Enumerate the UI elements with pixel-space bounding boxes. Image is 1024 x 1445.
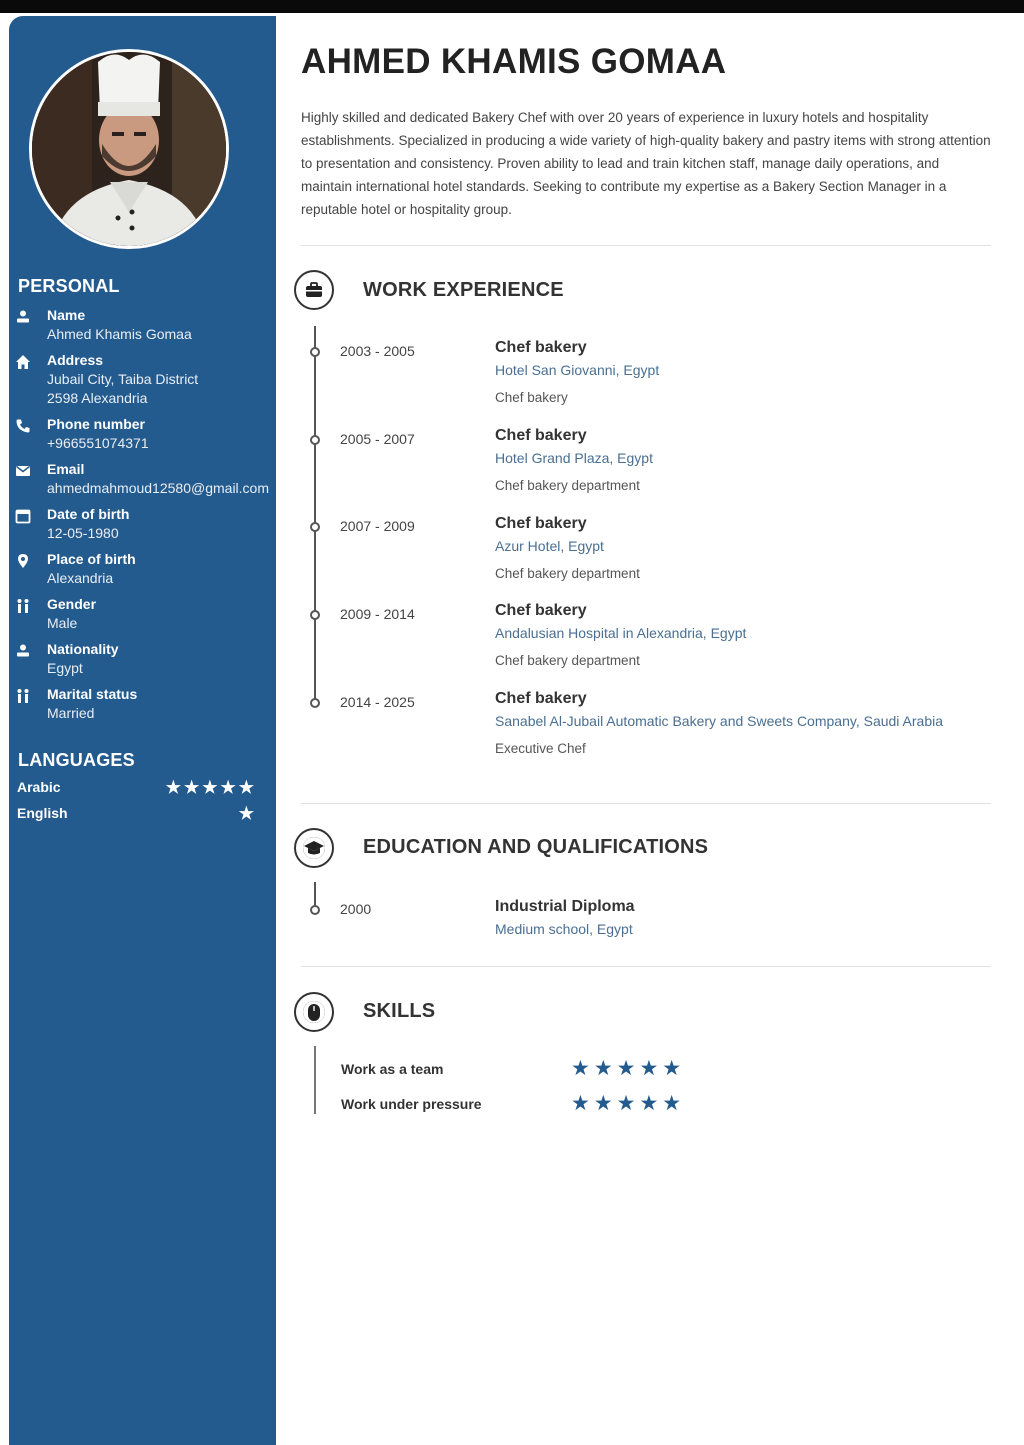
job-entry [495,513,965,584]
personal-phone [9,415,276,453]
timeline-dot [310,522,320,532]
home-icon [15,354,31,370]
language-rating-stars: ★★★★★ [165,778,257,797]
mouse-icon [294,992,334,1032]
languages-heading: LANGUAGES [18,750,135,770]
education-title: Industrial Diploma [495,898,635,915]
job-description: Executive Chef [495,741,586,756]
job-entry [495,600,965,671]
timeline-dot [310,610,320,620]
job-title: Chef bakery [495,690,587,707]
personal-address [9,351,276,408]
job-period: 2003 - 2005 [340,343,415,359]
address-line2: 2598 Alexandria [47,390,148,406]
user-icon [15,643,31,659]
education-institution: Medium school, Egypt [495,921,633,937]
marital-value: Married [47,705,95,721]
address-label: Address [47,352,104,368]
personal-list [9,306,276,730]
job-title: Chef bakery [495,427,587,444]
job-period: 2009 - 2014 [340,606,415,622]
job-title: Chef bakery [495,602,587,619]
email-label: Email [47,461,85,477]
sidebar [9,16,276,1445]
job-employer: Hotel Grand Plaza, Egypt [495,450,653,466]
job-description: Chef bakery [495,390,568,405]
education-heading: EDUCATION AND QUALIFICATIONS [363,836,709,858]
job-employer: Azur Hotel, Egypt [495,538,604,554]
language-english [17,805,257,827]
people-icon [15,688,31,704]
skill-name: Work under pressure [341,1096,482,1112]
job-title: Chef bakery [495,515,587,532]
job-entry [495,688,965,759]
job-description: Chef bakery department [495,478,640,493]
divider [301,803,991,804]
timeline-line [314,326,316,706]
job-period: 2005 - 2007 [340,431,415,447]
timeline-dot [310,435,320,445]
address-line1: Jubail City, Taiba District [47,371,199,387]
skill-name: Work as a team [341,1061,444,1077]
personal-heading: PERSONAL [18,276,120,296]
timeline-dot [310,905,320,915]
job-entry [495,337,965,408]
graduation-cap-icon [294,828,334,868]
nationality-value: Egypt [47,660,83,676]
skills-heading: SKILLS [363,1000,436,1022]
job-employer: Hotel San Giovanni, Egypt [495,362,660,378]
education-period: 2000 [340,901,372,917]
personal-gender [9,595,276,633]
email-value: ahmedmahmoud12580@gmail.com [47,480,269,496]
divider [301,245,991,246]
job-entry [495,425,965,496]
job-period: 2014 - 2025 [340,694,415,710]
status-bar [0,0,1024,13]
profile-photo [29,49,229,249]
user-icon [15,309,31,325]
timeline-line [314,1046,316,1114]
briefcase-glyph [303,279,325,301]
language-name: English [17,805,68,821]
briefcase-icon [294,270,334,310]
map-pin-icon [15,553,31,569]
work-experience-heading: WORK EXPERIENCE [363,279,564,301]
skill-rating-stars: ★★★★★ [571,1057,686,1080]
gender-value: Male [47,615,78,631]
calendar-icon [15,508,31,524]
timeline-dot [310,698,320,708]
nationality-label: Nationality [47,641,119,657]
job-description: Chef bakery department [495,653,640,668]
profile-summary: Highly skilled and dedicated Bakery Chef with over 20 years of experience in luxury hotels and hospitality establishments. Specialized in producing a wide variety of high-quality bakery and pastry items with strong attention to presentation and consistency. Proven ability to lead and train kitchen staff, manage daily operations, and maintain international hotel standards. Seeking to contribute my expertise as a Bakery Section Manager in a reputable hotel or hospitality group. [301,110,991,217]
personal-email [9,460,276,498]
language-name: Arabic [17,779,61,795]
envelope-icon [15,463,31,479]
education-entry [495,896,965,940]
job-employer: Sanabel Al-Jubail Automatic Bakery and Sweets Company, Saudi Arabia [495,713,943,729]
mouse-glyph [303,1001,325,1023]
job-employer: Andalusian Hospital in Alexandria, Egypt [495,625,747,641]
phone-icon [15,418,31,434]
marital-label: Marital status [47,686,138,702]
personal-name [9,306,276,344]
job-title: Chef bakery [495,339,587,356]
dob-label: Date of birth [47,506,130,522]
personal-nationality [9,640,276,678]
resume-page [9,16,1021,1445]
timeline-dot [310,347,320,357]
job-description: Chef bakery department [495,566,640,581]
graduation-cap-glyph [303,837,325,859]
gender-label: Gender [47,596,97,612]
personal-marital [9,685,276,723]
pob-value: Alexandria [47,570,114,586]
dob-value: 12-05-1980 [47,525,119,541]
name-label: Name [47,307,86,323]
skill-rating-stars: ★★★★★ [571,1092,686,1115]
personal-pob [9,550,276,588]
job-period: 2007 - 2009 [340,518,415,534]
people-icon [15,598,31,614]
language-rating-stars: ★ [238,804,257,823]
divider [301,966,991,967]
pob-label: Place of birth [47,551,136,567]
personal-dob [9,505,276,543]
phone-label: Phone number [47,416,146,432]
name-value: Ahmed Khamis Gomaa [47,326,192,342]
phone-value: +966551074371 [47,435,149,451]
candidate-name: AHMED KHAMIS GOMAA [301,42,727,81]
language-arabic [17,779,257,801]
